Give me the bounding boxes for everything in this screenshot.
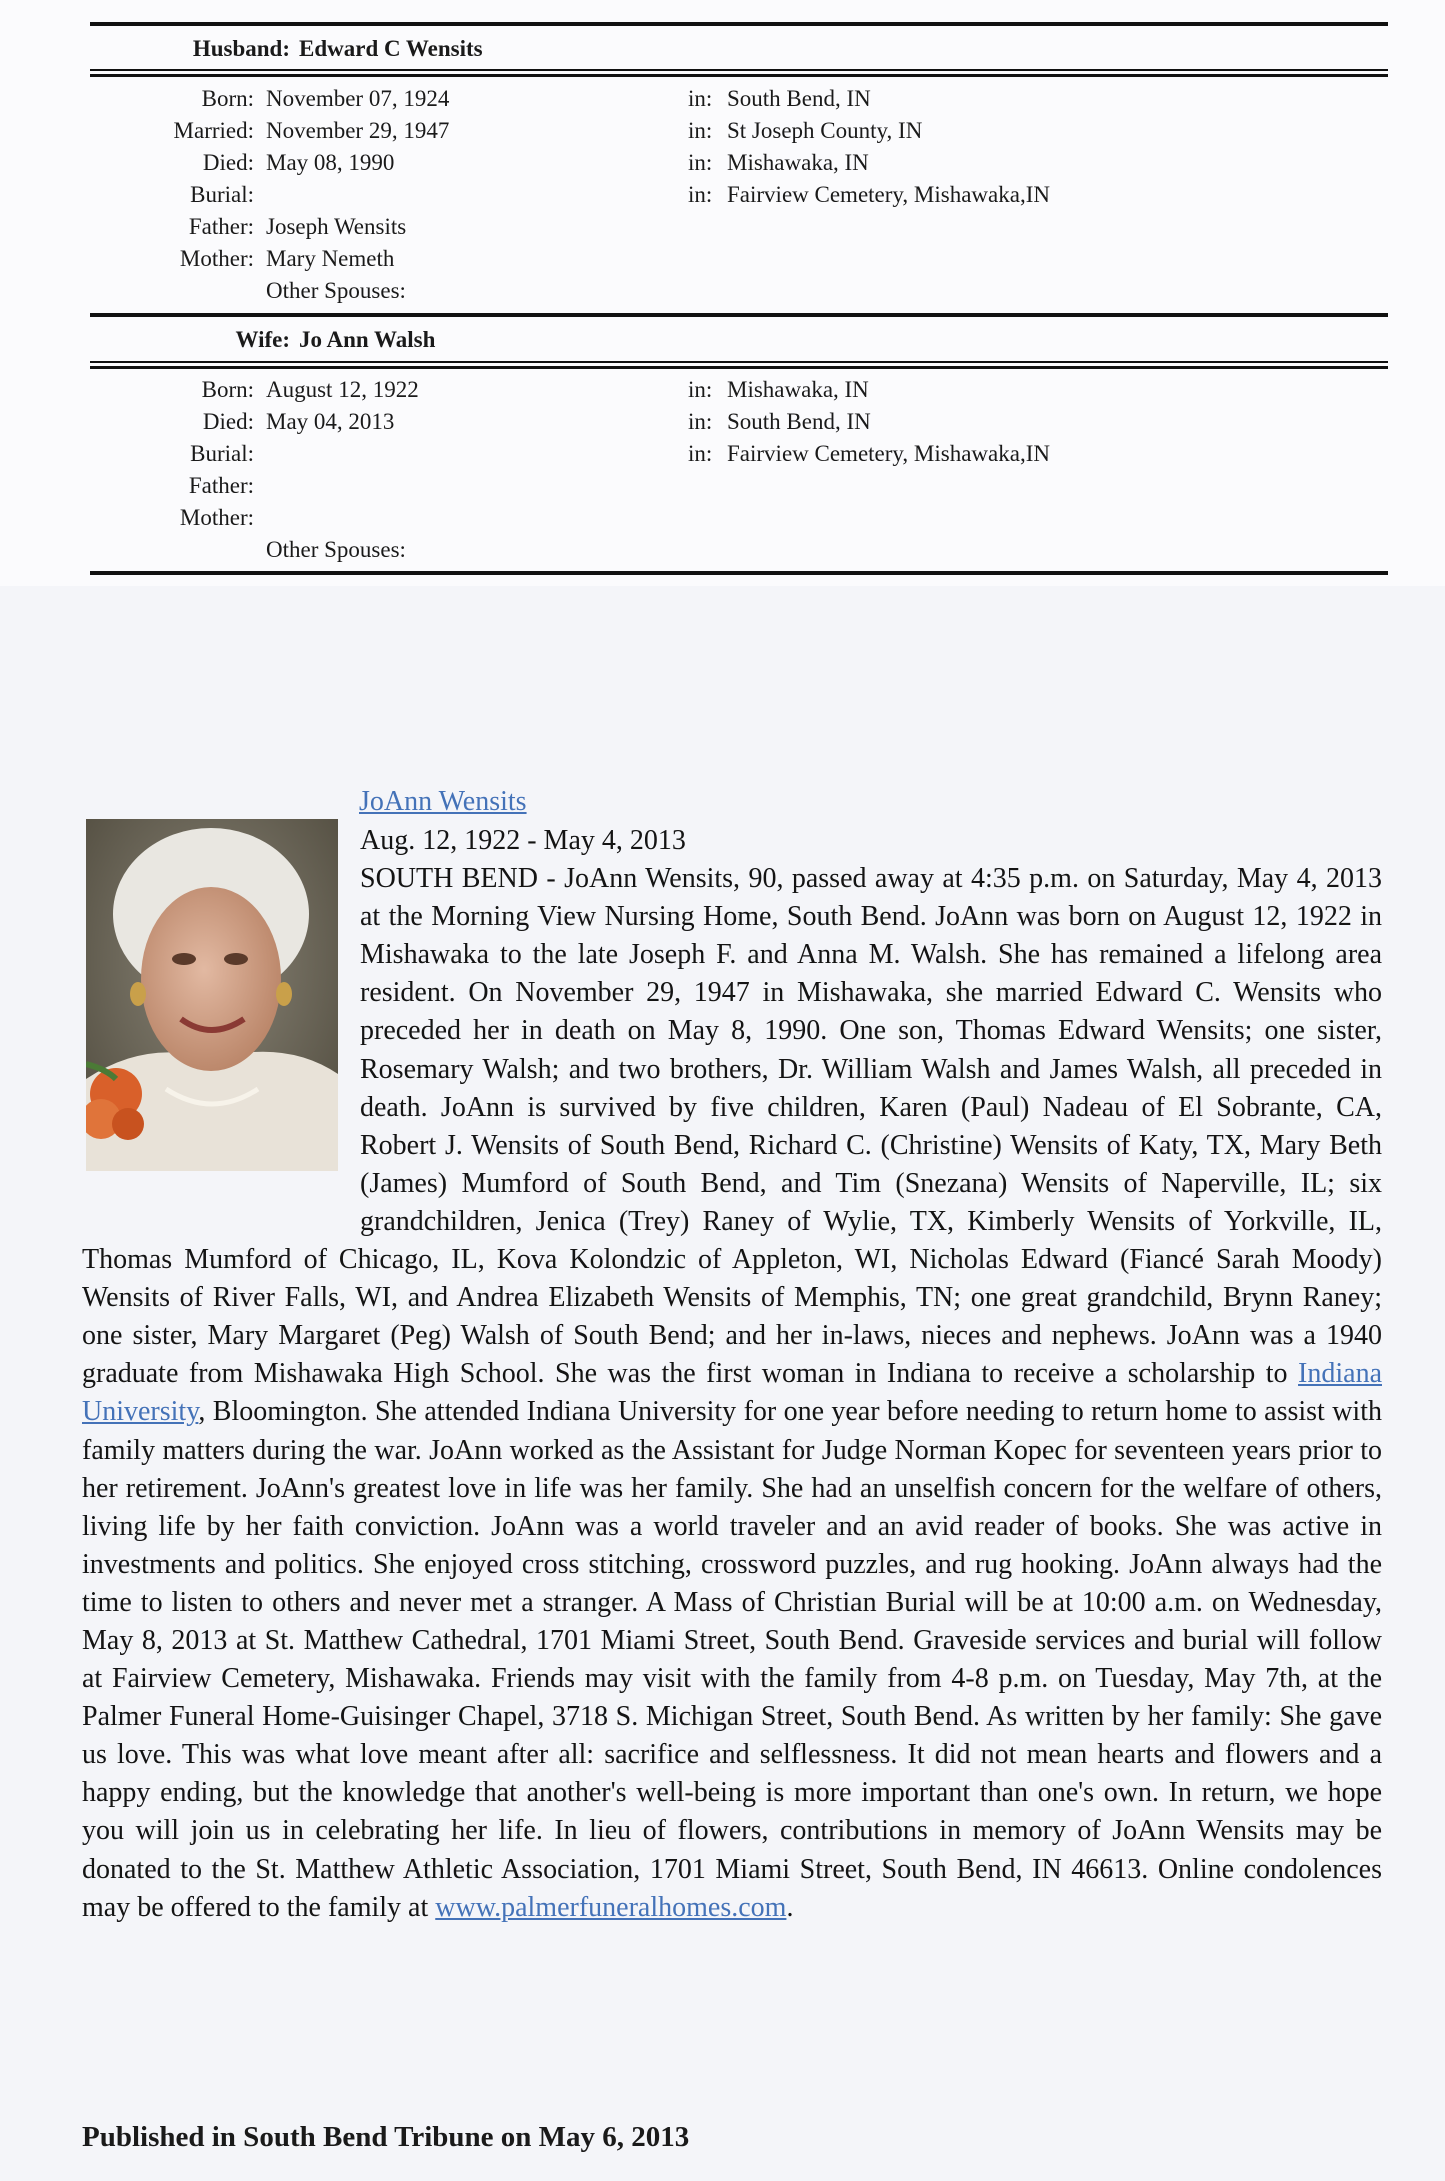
fact-value: November 29, 1947	[266, 118, 450, 143]
wife-heading	[90, 323, 690, 357]
husband-fact-married	[90, 115, 1390, 147]
wife-fact-father	[90, 470, 1390, 502]
wife-other-spouses	[90, 534, 1390, 566]
fact-label: Burial:	[190, 441, 254, 466]
husband-fact-father	[90, 211, 1390, 243]
husband-fact-born	[90, 83, 1390, 115]
bottom-rule	[90, 571, 1388, 575]
fact-label: Burial:	[190, 182, 254, 207]
obituary-body-end: .	[786, 1891, 794, 1923]
wife-top-rule	[90, 313, 1388, 317]
fact-in-label: in:	[688, 409, 713, 434]
husband-fact-mother	[90, 243, 1390, 275]
family-group-sheet	[0, 0, 1445, 586]
fact-place: South Bend, IN	[727, 409, 871, 434]
fact-label: Died:	[202, 150, 254, 175]
husband-rule	[90, 69, 1388, 77]
husband-other-spouses	[90, 275, 1390, 307]
fact-label: Father:	[188, 473, 254, 498]
wife-fact-died	[90, 406, 1390, 438]
wife-rule	[90, 361, 1388, 369]
fact-place: South Bend, IN	[727, 86, 871, 111]
fact-in-label: in:	[688, 150, 713, 175]
fact-in-label: in:	[688, 118, 713, 143]
fact-value: Mary Nemeth	[266, 246, 395, 271]
fact-in-label: in:	[688, 441, 713, 466]
fact-label: Mother:	[179, 246, 254, 271]
website-link[interactable]: www.palmerfuneralhomes.com	[435, 1891, 787, 1923]
fact-label: Married:	[173, 118, 254, 143]
fact-in-label: in:	[688, 86, 713, 111]
husband-name: Edward C Wensits	[299, 36, 483, 61]
husband-heading	[90, 32, 690, 66]
fact-label: Born:	[201, 86, 254, 111]
obituary-dates: Aug. 12, 1922 - May 4, 2013	[360, 825, 686, 856]
fact-place: Fairview Cemetery, Mishawaka,IN	[727, 441, 1050, 466]
obituary-body-part1: SOUTH BEND - JoAnn Wensits, 90, passed away at 4:35 p.m. on Saturday, May 4, 2013 at the Morning View Nursing Home, South Bend. JoAnn was born on August 12, 1922 in Mishawaka to the late Joseph F. and Anna M. Walsh. She has remained a lifelong area resident. On November 29, 1947 in Mishawaka, she married Edward C. Wensits who preceded her in death on May 8, 1990. One son, Thomas Edward Wensits; one sister, Rosemary Walsh; and two brothers, Dr. William Walsh and James Walsh, all preceded in death. JoAnn is survived by five children, Karen (Paul) Nadeau of El Sobrante, CA, Robert J. Wensits of South Bend, Richard C. (Christine) Wensits of Katy, TX, Mary Beth (James) Mumford of South Bend, and Tim (Snezana) Wensits of Naperville, IL; six grandchildren, Jenica (Trey) Raney of Wylie, TX, Kimberly Wensits of Yorkville, IL, Thomas Mumford of Chicago, IL, Kova Kolondzic of Appleton, WI, Nicholas Edward (Fiancé Sarah Moody) Wensits of River Falls, WI, and Andrea Elizabeth Wensits of Memphis, TN; one great grandchild, Brynn Raney; one sister, Mary Margaret (Peg) Walsh of South Bend; and her in-laws, nieces and nephews. JoAnn was a 1940 graduate from Mishawaka High School. She was the first woman in Indiana to receive a scholarship to	[82, 863, 1382, 1390]
husband-label: Husband:	[192, 36, 290, 61]
fact-label: Born:	[201, 377, 254, 402]
indiana-university-link[interactable]: Indiana University	[82, 1358, 1382, 1428]
fact-place: Fairview Cemetery, Mishawaka,IN	[727, 182, 1050, 207]
fact-label: Mother:	[179, 505, 254, 530]
fact-in-label: in:	[688, 377, 713, 402]
fact-place: St Joseph County, IN	[727, 118, 923, 143]
wife-name: Jo Ann Walsh	[299, 327, 436, 352]
fact-value: November 07, 1924	[266, 86, 450, 111]
obituary-body-part2: , Bloomington. She attended Indiana University for one year before needing to return home to assist with family matters during the war. JoAnn worked as the Assistant for Judge Norman Kopec for seventeen years prior to her retirement. JoAnn's greatest love in life was her family. She had an unselfish concern for the welfare of others, living life by her faith conviction. JoAnn was a world traveler and an avid reader of books. She was active in investments and politics. She enjoyed cross stitching, crossword puzzles, and rug hooking. JoAnn always had the time to listen to others and never met a stranger. A Mass of Christian Burial will be at 10:00 a.m. on Wednesday, May 8, 2013 at St. Matthew Cathedral, 1701 Miami Street, South Bend. Graveside services and burial will follow at Fairview Cemetery, Mishawaka. Friends may visit with the family from 4-8 p.m. on Tuesday, May 7th, at the Palmer Funeral Home-Guisinger Chapel, 3718 S. Michigan Street, South Bend. As written by her family: She gave us love. This was what love meant after all: sacrifice and selflessness. It did not mean hearts and flowers and a happy ending, but the knowledge that another's well-being is more important than one's own. In return, we hope you will join us in celebrating her life. In lieu of flowers, contributions in memory of JoAnn Wensits may be donated to the St. Matthew Athletic Association, 1701 Miami Street, South Bend, IN 46613. Online condolences may be offered to the family at	[82, 1396, 1382, 1923]
photo-spacer	[82, 822, 360, 1214]
fact-place: Mishawaka, IN	[727, 150, 869, 175]
other-spouses-label: Other Spouses:	[266, 537, 406, 562]
wife-fact-mother	[90, 502, 1390, 534]
wife-label: Wife:	[235, 327, 290, 352]
obituary-name-link[interactable]: JoAnn Wensits	[359, 786, 527, 817]
top-rule	[90, 22, 1388, 26]
wife-fact-born	[90, 374, 1390, 406]
fact-place: Mishawaka, IN	[727, 377, 869, 402]
husband-fact-burial	[90, 179, 1390, 211]
wife-fact-burial	[90, 438, 1390, 470]
fact-label: Father:	[188, 214, 254, 239]
fact-value: May 08, 1990	[266, 150, 395, 175]
published-line: Published in South Bend Tribune on May 6, 2013	[82, 2121, 690, 2153]
other-spouses-label: Other Spouses:	[266, 278, 406, 303]
fact-value: Joseph Wensits	[266, 214, 407, 239]
fact-label: Died:	[202, 409, 254, 434]
fact-in-label: in:	[688, 182, 713, 207]
obituary-text	[82, 822, 1382, 1927]
husband-fact-died	[90, 147, 1390, 179]
fact-value: May 04, 2013	[266, 409, 395, 434]
fact-value: August 12, 1922	[266, 377, 419, 402]
